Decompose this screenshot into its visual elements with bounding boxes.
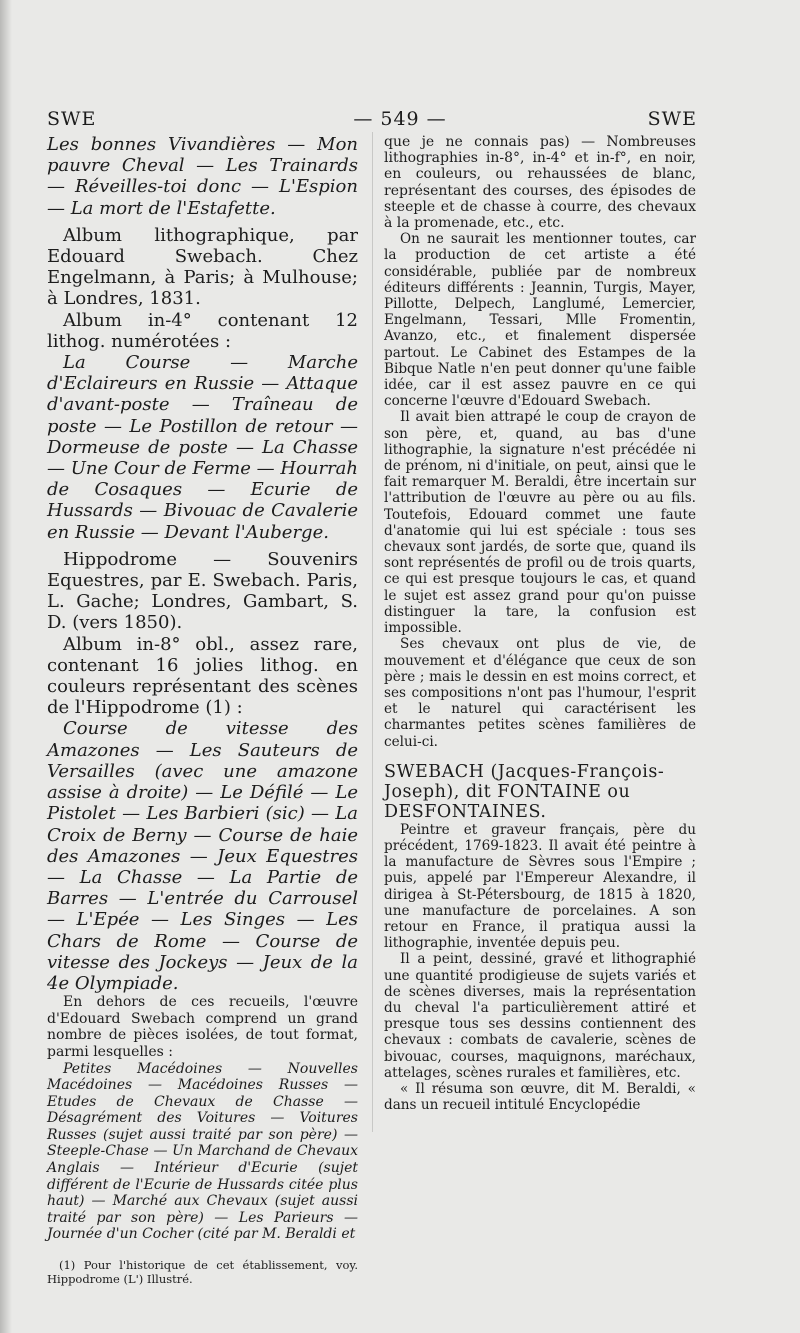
footnote: (1) Pour l'historique de cet établissement, voy. Hippodrome (L') Illustré. [47, 1258, 358, 1286]
album-1831-title: Album lithographique, par Edouard Swebach. Chez Engelmann, à Paris; à Mulhouse; à Londres, 1831. [47, 224, 358, 310]
album-1831-description: Album in-4° contenant 12 lithog. numérotées : [47, 309, 358, 352]
running-head-left: SWE [47, 108, 97, 130]
column-divider [372, 132, 373, 1132]
page-number: — 549 — [353, 108, 447, 130]
hippodrome-album-description: Album in-8° obl., assez rare, contenant 16 jolies lithog. en couleurs représentant des scènes de l'Hippodrome (1) : [47, 633, 358, 719]
isolated-prints-intro: En dehors de ces recueils, l'œuvre d'Edouard Swebach comprend un grand nombre de pièces isolées, de tout format, parmi lesquelles : [47, 994, 358, 1060]
entry-work: Il a peint, dessiné, gravé et lithographié une quantité prodigieuse de sujets variés et de scènes diverses, mais la représentation du cheval l'a particulièrement attiré et presque tous ses dessins contiennent des chevaux : combats de cavalerie, scènes de bivouac, courses, maquignons, maréchaux, attelages, scènes rurales et familières, etc. [384, 951, 696, 1081]
entry-quote: « Il résuma son œuvre, dit M. Beraldi, « dans un recueil intitulé Encyclopédie [384, 1080, 696, 1114]
hippodrome-plates: Course de vitesse des Amazones — Les Sauteurs de Versailles (avec une amazone assise à droite) — Le Défilé — Le Pistolet — Les Barbieri (sic) — La Croix de Berny — Course de haie des Amazones — Jeux Equestres — La Chasse — La Partie de Barres — L'entrée du Carrousel — L'Epée — Les Singes — Les Chars de Rome — Course de vitesse des Jockeys — Jeux de la 4e Olympiade. [47, 718, 358, 994]
right-column [384, 134, 696, 1113]
isolated-prints-list: Petites Macédoines — Nouvelles Macédoines — Macédoines Russes — Etudes de Chevaux de Chasse — Désagrément des Voitures — Voitures Russes (sujet aussi traité par son père) — Steeple-Chase — Un Marchand de Chevaux Anglais — Intérieur d'Ecurie (sujet différent de l'Ecurie de Hussards citée plus haut) — Marché aux Chevaux (sujet aussi traité par son père) — Les Parieurs — Journée d'un Cocher (cité par M. Beraldi et [47, 1060, 358, 1243]
hippodrome-album-title: Hippodrome — Souvenirs Equestres, par E. Swebach. Paris, L. Gache; Londres, Gambart, S. D. (vers 1850). [47, 548, 358, 634]
paragraph-publishers: On ne saurait les mentionner toutes, car la production de cet artiste a été considérable, publiée par de nombreux éditeurs différents : Jeannin, Turgis, Mayer, Pillotte, Delpech, Langlumé, Lemercier, Engelmann, Tessari, Mlle Fromentin, Avanzo, etc., et finalement dispersée partout. Le Cabinet des Estampes de la Bibque Natle n'en peut donner qu'une faible idée, car il est assez pauvre en ce qui concerne l'œuvre d'Edouard Swebach. [384, 231, 696, 410]
paragraph-attribution: Il avait bien attrapé le coup de crayon de son père, et, quand, au bas d'une lithographie, la signature n'est précédée ni de prénom, ni d'initiale, on peut, ainsi que le fait remarquer M. Beraldi, être incertain sur l'attribution de l'œuvre au père ou au fils. Toutefois, Edouard commet une faute d'anatomie qui lui est spéciale : tous ses chevaux sont jardés, de sorte que, quand ils sont représentés de profil ou de trois quarts, ce qui est presque toujours le cas, et quand le sujet est assez grand pour qu'on puisse distinguer la tare, la confusion est impossible. [384, 409, 696, 637]
left-column [47, 134, 358, 1286]
opening-titles: Les bonnes Vivandières — Mon pauvre Cheval — Les Trainards — Réveilles-toi donc — L'Espion — La mort de l'Estafette. [47, 134, 358, 219]
continued-text: que je ne connais pas) — Nombreuses lithographies in-8°, in-4° et in-f°, en noir, en couleurs, ou rehaussées de blanc, représentant des courses, des épisodes de steeple et de chasse à courre, des chevaux à la promenade, etc., etc. [384, 134, 696, 232]
entry-heading: SWEBACH (Jacques-François-Joseph), dit FONTAINE ou DESFONTAINES. [384, 761, 665, 822]
running-head-right: SWE [647, 108, 697, 130]
page-gutter-shadow [0, 0, 12, 1333]
album-1831-plates: La Course — Marche d'Eclaireurs en Russie — Attaque d'avant-poste — Traîneau de poste — Le Postillon de retour — Dormeuse de poste — La Chasse — Une Cour de Ferme — Hourrah de Cosaques — Ecurie de Hussards — Bivouac de Cavalerie en Russie — Devant l'Auberge. [47, 352, 358, 543]
entry-biography: Peintre et graveur français, père du précédent, 1769-1823. Il avait été peintre à la manufacture de Sèvres sous l'Empire ; puis, appelé par l'Empereur Alexandre, il dirigea à St-Pétersbourg, de 1815 à 1820, une manufacture de porcelaines. A son retour en France, il pratiqua aussi la lithographie, inventée depuis peu. [384, 821, 696, 952]
paragraph-comparison: Ses chevaux ont plus de vie, de mouvement et d'élégance que ceux de son père ; mais le dessin en est moins correct, et ses compositions n'ont pas l'humour, l'esprit et le naturel qui caractérisent les charmantes petites scènes familières de celui-ci. [384, 636, 696, 750]
